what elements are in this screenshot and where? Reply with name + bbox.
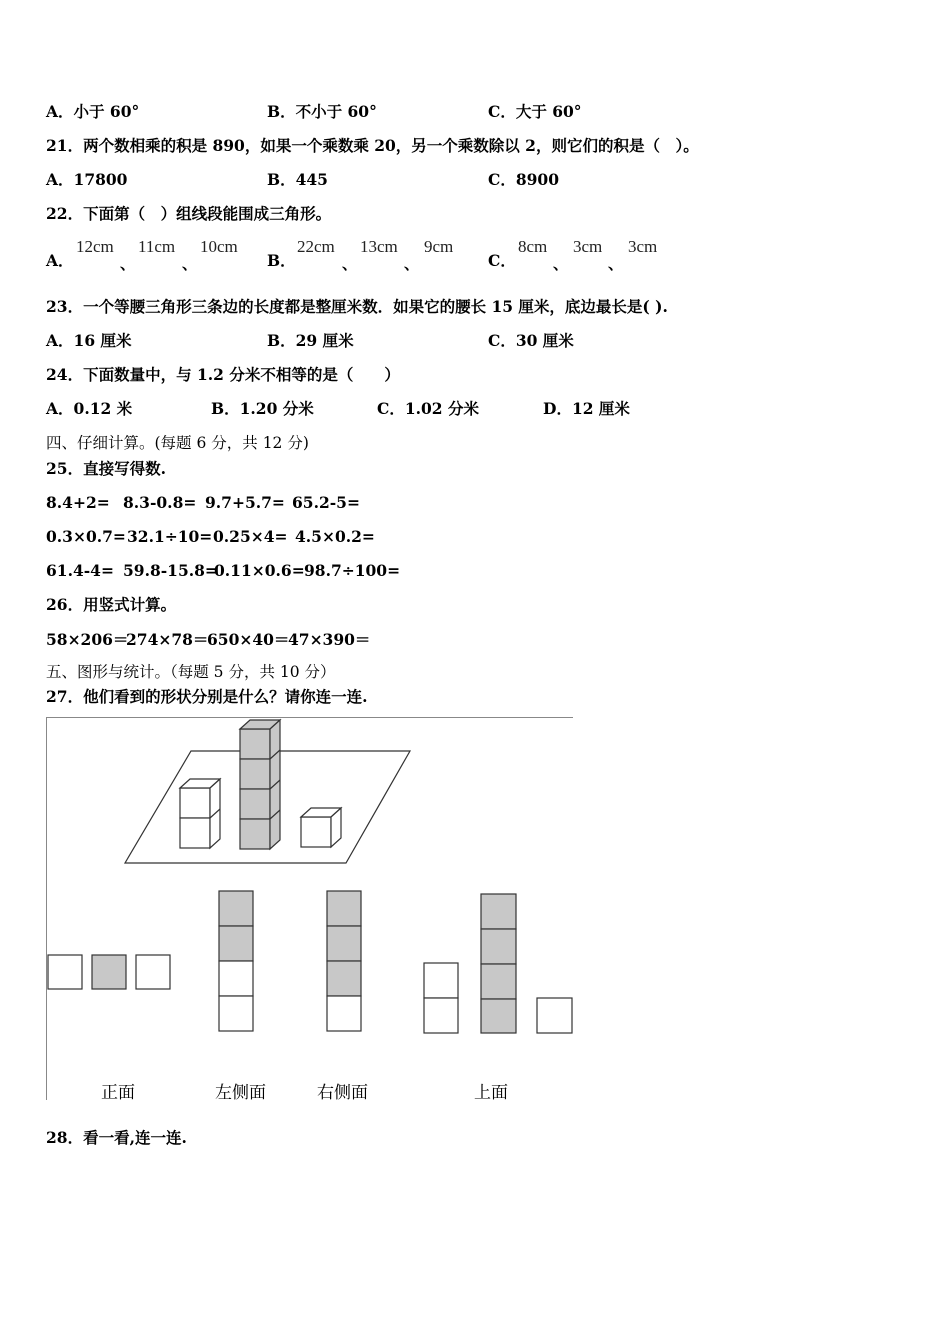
q24-option-b[interactable]: B．1.20 分米: [211, 399, 314, 418]
q25-r1-c4: 65.2-5=: [292, 493, 360, 512]
square: [219, 926, 253, 961]
label-left-side: 左侧面: [215, 1083, 266, 1102]
q25-r3-c1: 61.4-4=: [46, 561, 114, 580]
q25-r2-c3: 0.25×4=: [213, 527, 288, 546]
label-right-side: 右侧面: [317, 1083, 368, 1102]
q22-b-separator-2: 、: [404, 255, 420, 273]
cube: [240, 729, 270, 759]
q21-option-b[interactable]: B．445: [267, 170, 328, 189]
q20-option-b[interactable]: B．不小于 60°: [267, 102, 377, 121]
q25-r2-c2: 32.1÷10=: [127, 527, 213, 546]
q22-a-segment-1: 12cm: [76, 237, 114, 256]
cube-stack-left: [180, 779, 220, 848]
section-4-title: 四、仔细计算。(每题 6 分，共 12 分): [46, 434, 309, 452]
square: [219, 891, 253, 926]
q22-b-segment-3: 9cm: [424, 237, 454, 256]
q28-stem: 28．看一看,连一连.: [46, 1128, 187, 1147]
cube: [180, 788, 210, 818]
square: [481, 894, 516, 929]
view-front-columns: [424, 894, 572, 1033]
cube: [240, 819, 270, 849]
cube-scene: [125, 720, 410, 863]
q22-option-b-letter[interactable]: B．: [267, 251, 296, 270]
q22-c-segment-1: 8cm: [518, 237, 548, 256]
q22-stem: 22．下面第（ ）组线段能围成三角形。: [46, 204, 332, 223]
view-row-of-three: [48, 955, 170, 989]
square: [481, 964, 516, 999]
q25-r3-c4: 98.7÷100=: [304, 561, 401, 580]
q25-stem: 25．直接写得数.: [46, 459, 166, 478]
q20-option-a[interactable]: A．小于 60°: [46, 102, 140, 121]
q24-option-d[interactable]: D．12 厘米: [543, 399, 630, 418]
square: [481, 999, 516, 1033]
q25-r3-c3: 0.11×0.6=: [214, 561, 305, 580]
q24-option-a[interactable]: A．0.12 米: [46, 399, 133, 418]
q22-c-segment-3: 3cm: [628, 237, 658, 256]
square: [92, 955, 126, 989]
q24-stem: 24．下面数量中，与 1.2 分米不相等的是（ ）: [46, 365, 400, 384]
q25-r1-c2: 8.3-0.8=: [123, 493, 197, 512]
cube: [240, 759, 270, 789]
q26-item-4: 47×390＝: [288, 630, 371, 649]
cube: [240, 789, 270, 819]
q25-r1-c3: 9.7+5.7=: [205, 493, 285, 512]
q27-stem: 27．他们看到的形状分别是什么？请你连一连.: [46, 687, 368, 706]
q23-option-a[interactable]: A．16 厘米: [46, 331, 132, 350]
square: [48, 955, 82, 989]
section-5-title: 五、图形与统计。（每题 5 分，共 10 分）: [46, 663, 336, 681]
q22-option-c-letter[interactable]: C．: [488, 251, 516, 270]
label-top: 上面: [474, 1083, 508, 1102]
q26-item-1: 58×206＝: [46, 630, 129, 649]
q25-r2-c1: 0.3×0.7=: [46, 527, 126, 546]
square: [327, 996, 361, 1031]
cube: [301, 817, 331, 847]
cube: [180, 818, 210, 848]
q27-figure: [46, 717, 576, 1102]
q22-b-segment-2: 13cm: [360, 237, 398, 256]
view-options: [48, 891, 572, 1033]
square: [424, 963, 458, 998]
q25-r3-c2: 59.8-15.8=: [123, 561, 218, 580]
square: [537, 998, 572, 1033]
q26-item-2: 274×78＝: [126, 630, 209, 649]
q23-option-b[interactable]: B．29 厘米: [267, 331, 354, 350]
q22-a-separator-2: 、: [182, 255, 198, 273]
view-column-top-three-grey: [327, 891, 361, 1031]
q22-c-separator-1: 、: [553, 255, 569, 273]
q22-a-separator-1: 、: [120, 255, 136, 273]
square: [136, 955, 170, 989]
q22-a-segment-3: 10cm: [200, 237, 238, 256]
square: [327, 961, 361, 996]
square: [327, 891, 361, 926]
label-front: 正面: [101, 1083, 135, 1102]
square: [481, 929, 516, 964]
q26-item-3: 650×40＝: [207, 630, 290, 649]
cube-stack-middle: [240, 720, 280, 849]
q22-b-separator-1: 、: [342, 255, 358, 273]
q24-option-c[interactable]: C．1.02 分米: [377, 399, 479, 418]
q22-c-separator-2: 、: [608, 255, 624, 273]
q22-option-a-letter[interactable]: A．: [46, 251, 74, 270]
q22-b-segment-1: 22cm: [297, 237, 335, 256]
q23-option-c[interactable]: C．30 厘米: [488, 331, 574, 350]
square: [219, 996, 253, 1031]
square: [219, 961, 253, 996]
q21-option-c[interactable]: C．8900: [488, 170, 559, 189]
view-column-top-two-grey: [219, 891, 253, 1031]
q21-option-a[interactable]: A．17800: [46, 170, 128, 189]
q25-r2-c4: 4.5×0.2=: [295, 527, 375, 546]
q21-stem: 21．两个数相乘的积是 890，如果一个乘数乘 20，另一个乘数除以 2，则它们的积是（ ）。: [46, 136, 699, 155]
q26-stem: 26．用竖式计算。: [46, 595, 177, 614]
square: [327, 926, 361, 961]
q25-r1-c1: 8.4+2=: [46, 493, 110, 512]
q22-c-segment-2: 3cm: [573, 237, 603, 256]
square: [424, 998, 458, 1033]
cube-stack-right: [301, 808, 341, 847]
q23-stem: 23．一个等腰三角形三条边的长度都是整厘米数．如果它的腰长 15 厘米，底边最长是( ).: [46, 297, 668, 316]
q20-option-c[interactable]: C．大于 60°: [488, 102, 582, 121]
q22-a-segment-2: 11cm: [138, 237, 176, 256]
